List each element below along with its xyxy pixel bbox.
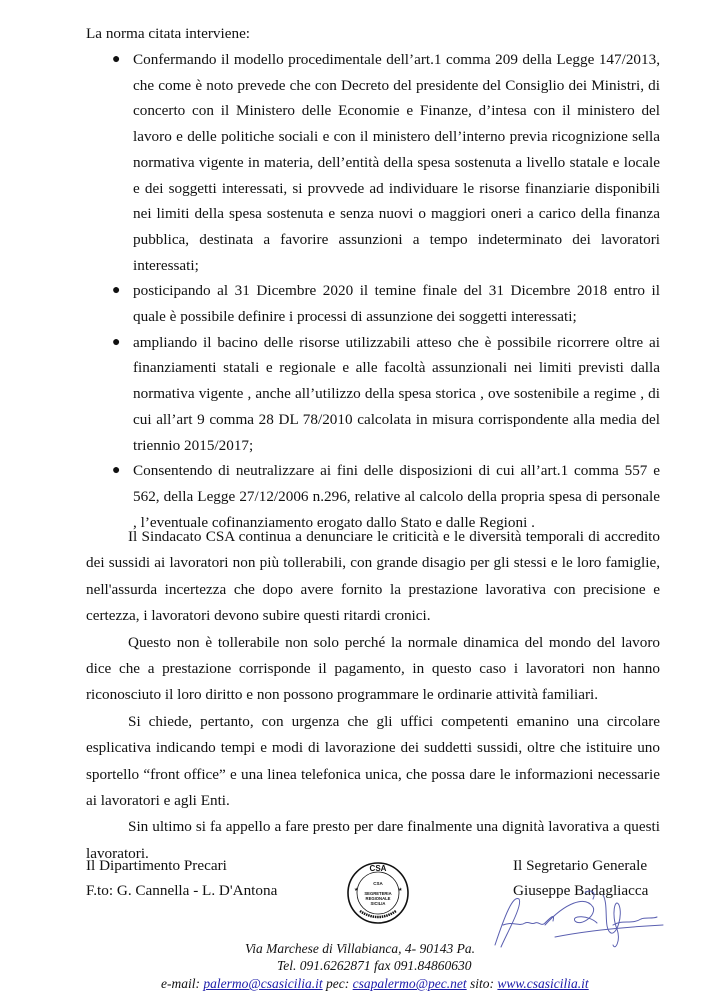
- signature-block-left: [86, 853, 277, 903]
- stamp-star-icon: ★: [354, 888, 359, 893]
- stamp-line3: SICILIA: [370, 901, 386, 906]
- secretary-title: Il Segretario Generale: [513, 857, 648, 874]
- paragraph-tollerabile: Questo non è tollerabile non solo perché la normale dinamica del mondo del lavoro dice che a prestazione corrisponde il pagamento, in questo caso i lavoratori non hanno riconosciuto il loro diritto e non possono programmare le ordinarie attività familiari.: [86, 633, 660, 704]
- stamp-logo-text: CSA: [373, 881, 383, 886]
- bullet-item: ● Consentendo di neutralizzare ai fini delle disposizioni di cui all’art.1 comma 557 e 562, della Legge 27/12/2006 n.296, relative al calcolo della propria spesa di personale , l’eventuale cofinanziamento erogato dallo Stato e dalle Regioni .: [86, 458, 660, 535]
- footer-contacts: [161, 976, 589, 992]
- paragraph-denuncia: Il Sindacato CSA continua a denunciare le criticità e le diversità temporali di accredito dei sussidi ai lavoratori non più tollerabili, con grande disagio per gli stessi e le loro famiglie, nell'assurda incertezza che dopo avere fornito la prestazione lavorativa con precisione e certezza, i lavoratori devono subire questi ritardi cronici.: [86, 528, 660, 625]
- pec-label: pec:: [322, 976, 353, 991]
- bullet-list: [86, 47, 660, 535]
- paragraph-richiesta: Si chiede, pertanto, con urgenza che gli uffici competenti emanino una circolare esplicativa indicando tempi e modi di lavorazione dei suddetti sussidi, oltre che istituire uno sportello “front office” e una linea telefonica unica, che possa dare le informazioni necessarie ai lavoratori e agli Enti.: [86, 712, 660, 810]
- intro-line: La norma citata interviene:: [86, 25, 251, 42]
- bullet-item: ● posticipando al 31 Dicembre 2020 il temine finale del 31 Dicembre 2018 entro il quale è possibile definire i processi di assunzione dei soggetti interessati;: [86, 278, 660, 329]
- bullet-icon: ●: [112, 52, 121, 67]
- handwritten-signature-icon: [485, 885, 665, 960]
- stamp-top-text: CSA: [369, 864, 387, 873]
- department-signers: F.to: G. Cannella - L. D'Antona: [86, 882, 278, 899]
- body-paragraphs: [86, 524, 660, 867]
- paragraph-appello: Sin ultimo si fa appello a fare presto per dare finalmente una dignità lavorativa a questi lavoratori.: [86, 818, 660, 862]
- email-label: e-mail:: [161, 976, 204, 991]
- footer-phone: Tel. 091.6262871 fax 091.84860630: [277, 958, 472, 973]
- footer-address: Via Marchese di Villabianca, 4- 90143 Pa.: [245, 941, 475, 956]
- pec-link[interactable]: csapalermo@pec.net: [352, 976, 467, 991]
- stamp-star-icon: ★: [398, 888, 403, 893]
- department-title: Il Dipartimento Precari: [86, 857, 227, 874]
- bullet-icon: ●: [112, 463, 121, 479]
- bullet-item: ● Confermando il modello procedimentale dell’art.1 comma 209 della Legge 147/2013, che come è noto prevede che con Decreto del presidente del Consiglio dei Ministri, di concerto con il Ministero delle Economie e Finanze, d’intesa con il ministero del lavoro e delle politiche sociali e con il ministero dell’interno previa ricognizione sella normativa vigente in materia, dell’entità della spesa sostenuta a livello statale e locale e dei soggetti interessati, si provvede ad individuare le risorse finanziarie disponibili nei limiti della spesa sostenuta e senza nuovi o maggiori oneri a carico della finanza pubblica, destinata a favorire assunzioni a tempo indeterminato dei lavoratori interessati;: [86, 47, 660, 278]
- website-link[interactable]: www.csasicilia.it: [497, 976, 589, 991]
- bullet-icon: ●: [112, 283, 121, 299]
- stamp-line1: SEGRETERIA: [364, 891, 392, 896]
- email-link[interactable]: palermo@csasicilia.it: [203, 976, 323, 991]
- secretary-name: Giuseppe Badagliacca: [513, 882, 649, 899]
- csa-stamp-icon: [346, 861, 410, 925]
- bullet-icon: ●: [112, 334, 121, 350]
- stamp-line2: REGIONALE: [365, 896, 391, 901]
- bullet-item: ● ampliando il bacino delle risorse utilizzabili atteso che è possibile ricorrere oltre ai finanziamenti statali e regionale e alle facoltà assunzionali nei limiti previsti dalla normativa vigente , anche all’utilizzo della spesa storica , ove sostenibile a regime , di cui all’art 9 comma 28 DL 78/2010 calcolata in misura corrispondente alla media del triennio 2015/2017;: [86, 330, 660, 459]
- site-label: sito:: [466, 976, 498, 991]
